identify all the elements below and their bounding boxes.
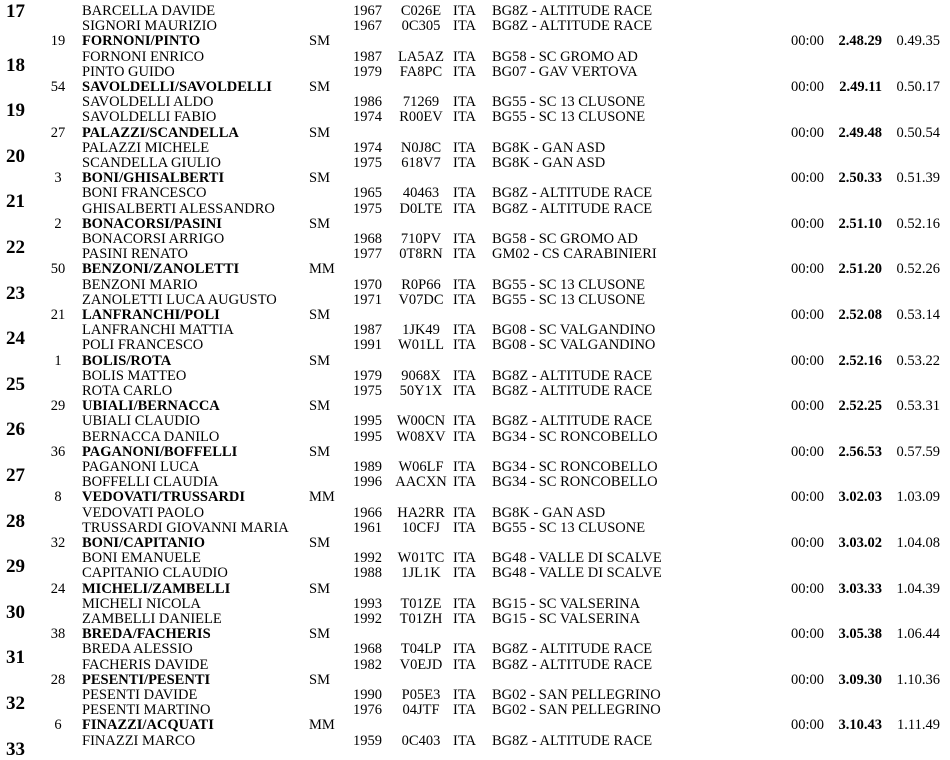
birth-year: 1996 (353, 474, 382, 491)
finish-time: 3.03.02 (838, 535, 882, 551)
place-row (0, 738, 950, 760)
birth-year: 1982 (353, 656, 382, 673)
athlete-name: ZANOLETTI LUCA AUGUSTO (82, 291, 277, 308)
club-name: BG8Z - ALTITUDE RACE (492, 641, 653, 658)
club-name: BG55 - SC 13 CLUSONE (492, 109, 646, 126)
athlete-name: MICHELI NICOLA (82, 595, 201, 612)
bib-number: 24 (50, 580, 66, 597)
bib-number: 38 (50, 626, 66, 643)
nation: ITA (453, 732, 476, 749)
athlete-code: 71269 (402, 94, 440, 111)
athlete-name: BREDA ALESSIO (82, 641, 193, 658)
club-name: BG02 - SAN PELLEGRINO (492, 687, 661, 703)
finish-time: 3.05.38 (838, 626, 882, 643)
time-gap: 0.53.22 (896, 352, 940, 369)
athlete-code: 9068X (401, 367, 441, 384)
athlete-name: SAVOLDELLI FABIO (82, 109, 217, 126)
team-name: FORNONI/PINTO (82, 33, 201, 50)
club-name: BG8Z - ALTITUDE RACE (492, 185, 653, 202)
penalty: 00:00 (791, 124, 825, 141)
place-number: 19 (6, 100, 25, 122)
penalty: 00:00 (791, 261, 825, 278)
time-gap: 1.04.39 (896, 580, 940, 597)
nation: ITA (453, 383, 476, 399)
athlete-code: T01ZH (399, 611, 443, 627)
athlete-code: T04LP (400, 641, 442, 658)
team-row (0, 445, 950, 460)
bib-number: 2 (54, 215, 62, 232)
birth-year: 1979 (353, 367, 382, 384)
place-number: 22 (6, 237, 25, 258)
team-row (0, 718, 950, 733)
nation: ITA (453, 367, 476, 384)
club-name: BG55 - SC 13 CLUSONE (492, 519, 646, 536)
category: SM (309, 626, 330, 643)
birth-year: 1987 (353, 48, 382, 65)
finish-time: 2.56.53 (838, 443, 882, 460)
nation: ITA (453, 276, 476, 293)
nation: ITA (453, 474, 476, 491)
athlete-name: PESENTI DAVIDE (82, 687, 198, 703)
team-row (0, 262, 950, 277)
athlete-name: BOFFELLI CLAUDIA (82, 474, 219, 491)
athlete-name: BERNACCA DANILO (82, 428, 220, 445)
bib-number: 3 (54, 170, 62, 187)
place-number: 26 (6, 419, 25, 441)
birth-year: 1995 (353, 428, 382, 445)
finish-time: 3.10.43 (838, 717, 882, 734)
finish-time: 2.49.48 (838, 124, 882, 141)
athlete-name: PESENTI MARTINO (82, 702, 211, 719)
penalty: 00:00 (791, 79, 825, 95)
finish-time: 3.03.33 (838, 580, 882, 597)
place-number: 29 (6, 556, 25, 578)
club-name: BG8K - GAN ASD (492, 155, 606, 171)
club-name: BG15 - SC VALSERINA (492, 595, 641, 612)
athlete-name: BARCELLA DAVIDE (82, 3, 216, 19)
birth-year: 1977 (353, 246, 382, 263)
time-gap: 0.50.54 (896, 124, 940, 141)
nation: ITA (453, 246, 476, 263)
club-name: BG8Z - ALTITUDE RACE (492, 18, 653, 35)
athlete-code: 1JL1K (401, 565, 441, 582)
nation: ITA (453, 428, 476, 445)
birth-year: 1967 (353, 18, 382, 35)
nation: ITA (453, 48, 476, 65)
nation: ITA (453, 139, 476, 156)
team-name: PESENTI/PESENTI (82, 671, 211, 688)
category: SM (309, 671, 330, 688)
athlete-name: FORNONI ENRICO (82, 48, 205, 65)
athlete-name: SIGNORI MAURIZIO (82, 18, 217, 35)
penalty: 00:00 (791, 489, 825, 506)
team-name: BONI/GHISALBERTI (82, 170, 225, 187)
athlete-code: N0J8C (400, 139, 442, 156)
athlete-code: D0LTE (399, 200, 443, 217)
club-name: BG34 - SC RONCOBELLO (492, 474, 658, 491)
time-gap: 0.52.26 (896, 261, 940, 278)
nation: ITA (453, 459, 476, 475)
team-name: VEDOVATI/TRUSSARDI (82, 489, 246, 506)
time-gap: 0.57.59 (896, 443, 940, 460)
team-name: MICHELI/ZAMBELLI (82, 580, 231, 597)
nation: ITA (453, 291, 476, 308)
team-row (0, 354, 950, 369)
athlete-code: FA8PC (399, 63, 443, 80)
team-row (0, 399, 950, 414)
bib-number: 21 (50, 307, 66, 323)
birth-year: 1970 (353, 276, 382, 293)
club-name: BG8Z - ALTITUDE RACE (492, 367, 653, 384)
club-name: BG58 - SC GROMO AD (492, 231, 638, 247)
club-name: BG08 - SC VALGANDINO (492, 337, 656, 354)
athlete-name: SAVOLDELLI ALDO (82, 94, 214, 111)
nation: ITA (453, 185, 476, 202)
club-name: BG8Z - ALTITUDE RACE (492, 413, 653, 430)
club-name: BG48 - VALLE DI SCALVE (492, 565, 662, 582)
club-name: BG8Z - ALTITUDE RACE (492, 3, 653, 19)
athlete-name: ROTA CARLO (82, 383, 173, 399)
team-name: PALAZZI/SCANDELLA (82, 124, 239, 141)
bib-number: 19 (50, 33, 66, 50)
team-row (0, 582, 950, 597)
athlete-code: W06LF (398, 459, 444, 475)
athlete-code: P05E3 (401, 687, 441, 703)
place-number: 25 (6, 373, 25, 395)
birth-year: 1971 (353, 291, 382, 308)
team-row (0, 171, 950, 186)
athlete-name: ZAMBELLI DANIELE (82, 611, 222, 627)
category: SM (309, 398, 330, 415)
athlete-name: BONI FRANCESCO (82, 185, 207, 202)
penalty: 00:00 (791, 580, 825, 597)
birth-year: 1988 (353, 565, 382, 582)
athlete-code: 10CFJ (402, 519, 440, 536)
athlete-name: LANFRANCHI MATTIA (82, 322, 234, 339)
athlete-name: CAPITANIO CLAUDIO (82, 565, 228, 582)
category: SM (309, 352, 330, 369)
time-gap: 1.03.09 (896, 489, 940, 506)
club-name: BG8Z - ALTITUDE RACE (492, 200, 653, 217)
athlete-name: FINAZZI MARCO (82, 732, 196, 749)
club-name: GM02 - CS CARABINIERI (492, 246, 657, 263)
nation: ITA (453, 641, 476, 658)
place-number: 32 (6, 693, 25, 714)
finish-time: 3.02.03 (838, 489, 882, 506)
category: MM (309, 489, 335, 506)
penalty: 00:00 (791, 671, 825, 688)
club-name: BG55 - SC 13 CLUSONE (492, 291, 646, 308)
time-gap: 0.50.17 (896, 79, 940, 95)
category: SM (309, 124, 330, 141)
category: MM (309, 261, 335, 278)
birth-year: 1966 (353, 504, 382, 521)
bib-number: 27 (50, 124, 66, 141)
place-number: 28 (6, 510, 25, 532)
team-row (0, 34, 950, 49)
category: SM (309, 33, 330, 50)
finish-time: 2.52.25 (838, 398, 882, 415)
nation: ITA (453, 595, 476, 612)
nation: ITA (453, 200, 476, 217)
athlete-code: V07DC (398, 291, 444, 308)
team-name: UBIALI/BERNACCA (82, 398, 220, 415)
nation: ITA (453, 231, 476, 247)
athlete-code: V0EJD (399, 656, 443, 673)
nation: ITA (453, 63, 476, 80)
bib-number: 6 (54, 717, 62, 734)
bib-number: 32 (50, 535, 66, 551)
nation: ITA (453, 18, 476, 35)
bib-number: 36 (50, 443, 66, 460)
athlete-name: PASINI RENATO (82, 246, 188, 263)
nation: ITA (453, 504, 476, 521)
time-gap: 1.04.08 (896, 535, 940, 551)
nation: ITA (453, 337, 476, 354)
birth-year: 1975 (353, 383, 382, 399)
nation: ITA (453, 413, 476, 430)
birth-year: 1991 (353, 337, 382, 354)
athlete-code: 04JTF (402, 702, 440, 719)
nation: ITA (453, 550, 476, 567)
club-name: BG55 - SC 13 CLUSONE (492, 94, 646, 111)
team-name: PAGANONI/BOFFELLI (82, 443, 238, 460)
team-name: SAVOLDELLI/SAVOLDELLI (82, 79, 272, 95)
place-number: 20 (6, 145, 25, 167)
nation: ITA (453, 565, 476, 582)
time-gap: 0.49.35 (896, 33, 940, 50)
nation: ITA (453, 519, 476, 536)
athlete-code: W00CN (396, 413, 446, 430)
time-gap: 1.10.36 (896, 671, 940, 688)
team-row (0, 490, 950, 505)
category: SM (309, 170, 330, 187)
place-number: 27 (6, 465, 25, 486)
nation: ITA (453, 687, 476, 703)
birth-year: 1976 (353, 702, 382, 719)
birth-year: 1975 (353, 200, 382, 217)
birth-year: 1993 (353, 595, 382, 612)
athlete-code: W01LL (398, 337, 444, 354)
athlete-code: 710PV (400, 231, 442, 247)
place-number: 18 (6, 54, 25, 76)
place-number: 33 (6, 738, 25, 760)
category: MM (309, 717, 335, 734)
category: SM (309, 580, 330, 597)
athlete-name: BONI EMANUELE (82, 550, 201, 567)
club-name: BG15 - SC VALSERINA (492, 611, 641, 627)
penalty: 00:00 (791, 33, 825, 50)
athlete-code: 618V7 (401, 155, 441, 171)
nation: ITA (453, 702, 476, 719)
team-row (0, 627, 950, 642)
club-name: BG34 - SC RONCOBELLO (492, 428, 658, 445)
club-name: BG55 - SC 13 CLUSONE (492, 276, 646, 293)
birth-year: 1968 (353, 231, 382, 247)
place-number: 21 (6, 191, 25, 213)
team-name: FINAZZI/ACQUATI (82, 717, 214, 734)
time-gap: 1.11.49 (897, 717, 940, 734)
athlete-code: 40463 (402, 185, 440, 202)
category: SM (309, 215, 330, 232)
nation: ITA (453, 3, 476, 19)
bib-number: 50 (50, 261, 66, 278)
club-name: BG8K - GAN ASD (492, 504, 606, 521)
athlete-name: GHISALBERTI ALESSANDRO (82, 200, 275, 217)
athlete-name: BOLIS MATTEO (82, 367, 187, 384)
finish-time: 2.50.33 (838, 170, 882, 187)
bib-number: 8 (54, 489, 62, 506)
category: SM (309, 79, 330, 95)
bib-number: 29 (50, 398, 66, 415)
athlete-code: W08XV (396, 428, 446, 445)
team-row (0, 217, 950, 232)
birth-year: 1959 (353, 732, 382, 749)
birth-year: 1967 (353, 3, 382, 19)
place-number: 24 (6, 328, 25, 350)
nation: ITA (453, 94, 476, 111)
place-number: 30 (6, 601, 25, 623)
birth-year: 1965 (353, 185, 382, 202)
athlete-code: 1JK49 (402, 322, 440, 339)
athlete-name: PINTO GUIDO (82, 63, 175, 80)
penalty: 00:00 (791, 352, 825, 369)
place-row (0, 1, 950, 22)
penalty: 00:00 (791, 443, 825, 460)
finish-time: 2.51.20 (838, 261, 882, 278)
penalty: 00:00 (791, 215, 825, 232)
team-name: BOLIS/ROTA (82, 352, 172, 369)
club-name: BG02 - SAN PELLEGRINO (492, 702, 661, 719)
category: SM (309, 535, 330, 551)
athlete-code: C026E (400, 3, 442, 19)
finish-time: 2.48.29 (838, 33, 882, 50)
team-row (0, 536, 950, 551)
birth-year: 1974 (353, 139, 382, 156)
athlete-name: UBIALI CLAUDIO (82, 413, 200, 430)
athlete-code: AACXN (395, 474, 447, 491)
nation: ITA (453, 656, 476, 673)
team-row (0, 673, 950, 688)
club-name: BG8Z - ALTITUDE RACE (492, 656, 653, 673)
team-name: LANFRANCHI/POLI (82, 307, 220, 323)
birth-year: 1968 (353, 641, 382, 658)
finish-time: 2.51.10 (838, 215, 882, 232)
birth-year: 1974 (353, 109, 382, 126)
nation: ITA (453, 155, 476, 171)
club-name: BG07 - GAV VERTOVA (492, 63, 638, 80)
athlete-name: FACHERIS DAVIDE (82, 656, 209, 673)
birth-year: 1989 (353, 459, 382, 475)
nation: ITA (453, 611, 476, 627)
team-row (0, 308, 950, 323)
time-gap: 0.52.16 (896, 215, 940, 232)
penalty: 00:00 (791, 398, 825, 415)
athlete-code: T01ZE (400, 595, 442, 612)
club-name: BG8Z - ALTITUDE RACE (492, 383, 653, 399)
birth-year: 1992 (353, 611, 382, 627)
bib-number: 28 (50, 671, 66, 688)
category: SM (309, 307, 330, 323)
nation: ITA (453, 322, 476, 339)
athlete-code: 50Y1X (399, 383, 443, 399)
athlete-code: W01TC (397, 550, 445, 567)
athlete-name: TRUSSARDI GIOVANNI MARIA (82, 519, 289, 536)
place-number: 23 (6, 282, 25, 304)
penalty: 00:00 (791, 170, 825, 187)
place-number: 31 (6, 647, 25, 669)
birth-year: 1987 (353, 322, 382, 339)
penalty: 00:00 (791, 307, 825, 323)
birth-year: 1990 (353, 687, 382, 703)
athlete-code: R00EV (399, 109, 443, 126)
athlete-name: POLI FRANCESCO (82, 337, 204, 354)
club-name: BG8K - GAN ASD (492, 139, 606, 156)
finish-time: 2.49.11 (839, 79, 882, 95)
birth-year: 1975 (353, 155, 382, 171)
birth-year: 1992 (353, 550, 382, 567)
athlete-code: HA2RR (397, 504, 445, 521)
athlete-code: R0P66 (401, 276, 441, 293)
member-row (0, 19, 950, 34)
athlete-name: BENZONI MARIO (82, 276, 198, 293)
athlete-code: 0T8RN (399, 246, 443, 263)
time-gap: 0.53.14 (896, 307, 940, 323)
bib-number: 54 (50, 79, 66, 95)
team-name: BREDA/FACHERIS (82, 626, 211, 643)
category: SM (309, 443, 330, 460)
club-name: BG48 - VALLE DI SCALVE (492, 550, 662, 567)
athlete-code: LA5AZ (398, 48, 444, 65)
athlete-name: PAGANONI LUCA (82, 459, 200, 475)
birth-year: 1986 (353, 94, 382, 111)
team-row (0, 126, 950, 141)
athlete-name: SCANDELLA GIULIO (82, 155, 221, 171)
finish-time: 3.09.30 (838, 671, 882, 688)
time-gap: 0.53.31 (896, 398, 940, 415)
team-row (0, 80, 950, 95)
birth-year: 1979 (353, 63, 382, 80)
team-name: BENZONI/ZANOLETTI (82, 261, 240, 278)
penalty: 00:00 (791, 717, 825, 734)
athlete-name: VEDOVATI PAOLO (82, 504, 205, 521)
birth-year: 1961 (353, 519, 382, 536)
athlete-name: PALAZZI MICHELE (82, 139, 210, 156)
birth-year: 1995 (353, 413, 382, 430)
penalty: 00:00 (791, 626, 825, 643)
finish-time: 2.52.08 (838, 307, 882, 323)
club-name: BG58 - SC GROMO AD (492, 48, 638, 65)
team-name: BONACORSI/PASINI (82, 215, 222, 232)
team-name: BONI/CAPITANIO (82, 535, 205, 551)
finish-time: 2.52.16 (838, 352, 882, 369)
athlete-name: BONACORSI ARRIGO (82, 231, 225, 247)
athlete-code: 0C305 (401, 18, 441, 35)
nation: ITA (453, 109, 476, 126)
penalty: 00:00 (791, 535, 825, 551)
time-gap: 0.51.39 (896, 170, 940, 187)
place-number: 17 (6, 1, 25, 22)
club-name: BG8Z - ALTITUDE RACE (492, 732, 653, 749)
bib-number: 1 (54, 352, 62, 369)
time-gap: 1.06.44 (896, 626, 940, 643)
club-name: BG34 - SC RONCOBELLO (492, 459, 658, 475)
athlete-code: 0C403 (401, 732, 441, 749)
club-name: BG08 - SC VALGANDINO (492, 322, 656, 339)
